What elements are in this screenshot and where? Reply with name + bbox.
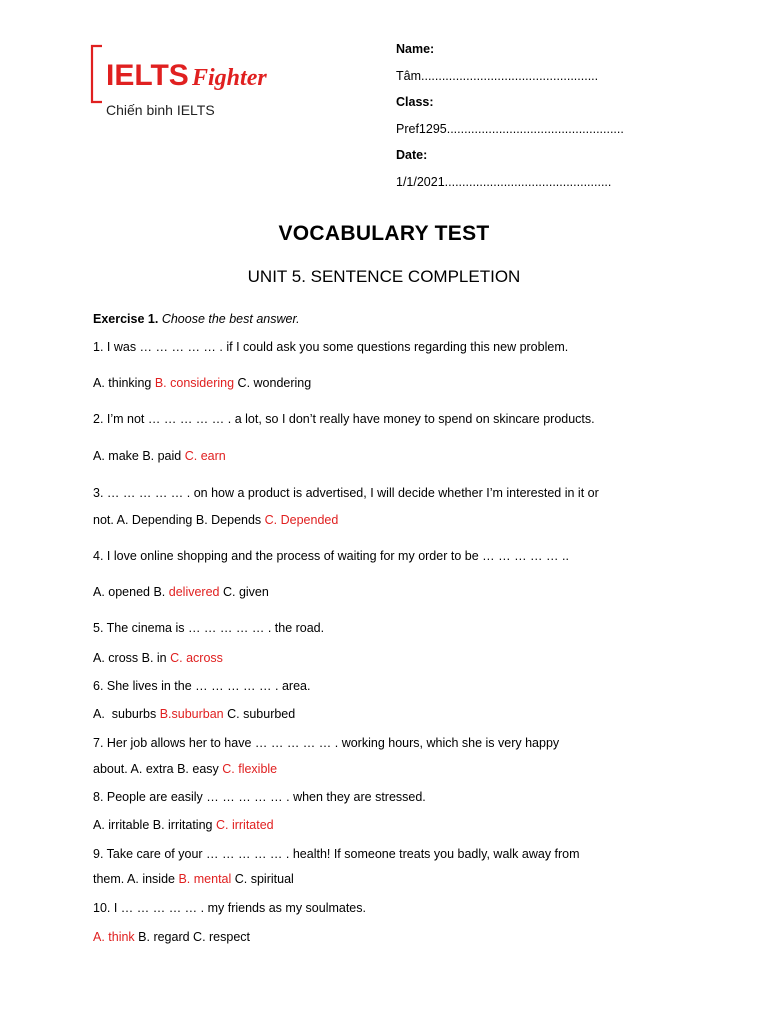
- question-text: 10. I … … … … … . my friends as my soulmates.: [93, 901, 366, 915]
- question-text: 3. … … … … … . on how a product is advertised, I will decide whether I’m interested in it or: [93, 486, 599, 500]
- answer-correct: C. earn: [184, 449, 226, 463]
- answer-options: [93, 930, 250, 944]
- answer-correct: A. think: [93, 930, 135, 944]
- answer-options: [93, 513, 338, 527]
- answer-options: [93, 585, 269, 599]
- answer-plain: C. given: [219, 585, 269, 599]
- name-label: Name:: [396, 42, 435, 56]
- answer-correct: C. irritated: [215, 818, 274, 832]
- answer-correct: C. across: [170, 651, 223, 665]
- question-text: 2. I’m not … … … … … . a lot, so I don’t really have money to spend on skincare products.: [93, 412, 595, 426]
- question-text: 4. I love online shopping and the process of waiting for my order to be … … … … … ..: [93, 549, 569, 563]
- logo-brand-main: IELTS: [106, 59, 189, 92]
- answer-plain: them. A. inside: [93, 872, 179, 886]
- question-text: 8. People are easily … … … … … . when they are stressed.: [93, 790, 426, 804]
- exercise-heading: [93, 312, 300, 326]
- answer-options: [93, 762, 277, 776]
- question-text: 1. I was … … … … … . if I could ask you some questions regarding this new problem.: [93, 340, 569, 354]
- answer-plain: C. wondering: [234, 376, 312, 390]
- answer-options: [93, 818, 274, 832]
- class-value: Pref1295...................................................: [396, 122, 624, 136]
- answer-plain: A. opened B.: [93, 585, 169, 599]
- answer-options: [93, 376, 311, 390]
- answer-correct: delivered: [168, 585, 220, 599]
- answer-plain: A. make B. paid: [93, 449, 185, 463]
- answer-correct: C. flexible: [222, 762, 278, 776]
- answer-correct: B. considering: [154, 376, 235, 390]
- answer-options: [93, 449, 226, 463]
- logo-brand-script: Fighter: [192, 65, 267, 91]
- page-title: VOCABULARY TEST: [278, 222, 490, 245]
- answer-plain: A. irritable B. irritating: [93, 818, 216, 832]
- date-value: 1/1/2021................................................: [396, 175, 612, 189]
- exercise-instruction: Choose the best answer.: [161, 312, 300, 326]
- answer-plain: about. A. extra B. easy: [93, 762, 223, 776]
- question-text: 7. Her job allows her to have … … … … … . working hours, which she is very happy: [93, 736, 560, 750]
- class-label: Class:: [396, 95, 434, 109]
- answer-options: [93, 872, 294, 886]
- name-value: Tâm...................................................: [396, 69, 599, 83]
- answer-options: [93, 651, 223, 665]
- date-label: Date:: [396, 148, 428, 162]
- answer-correct: B.suburban: [159, 707, 224, 721]
- question-text: 6. She lives in the … … … … … . area.: [93, 679, 311, 693]
- question-text: 5. The cinema is … … … … … . the road.: [93, 621, 325, 635]
- logo-tagline: Chiến binh IELTS: [106, 102, 215, 118]
- answer-plain: not. A. Depending B. Depends: [93, 513, 265, 527]
- exercise-label: Exercise 1.: [93, 312, 159, 326]
- answer-plain: A. cross B. in: [93, 651, 171, 665]
- answer-plain: A. thinking: [93, 376, 155, 390]
- page-subtitle: UNIT 5. SENTENCE COMPLETION: [247, 267, 521, 286]
- answer-options: [93, 707, 295, 721]
- answer-correct: C. Depended: [264, 513, 339, 527]
- answer-plain: B. regard C. respect: [134, 930, 251, 944]
- answer-plain: A. suburbs: [93, 707, 160, 721]
- question-text: 9. Take care of your … … … … … . health! If someone treats you badly, walk away from: [93, 847, 580, 861]
- answer-correct: B. mental: [178, 872, 232, 886]
- answer-plain: C. spiritual: [231, 872, 294, 886]
- answer-plain: C. suburbed: [223, 707, 296, 721]
